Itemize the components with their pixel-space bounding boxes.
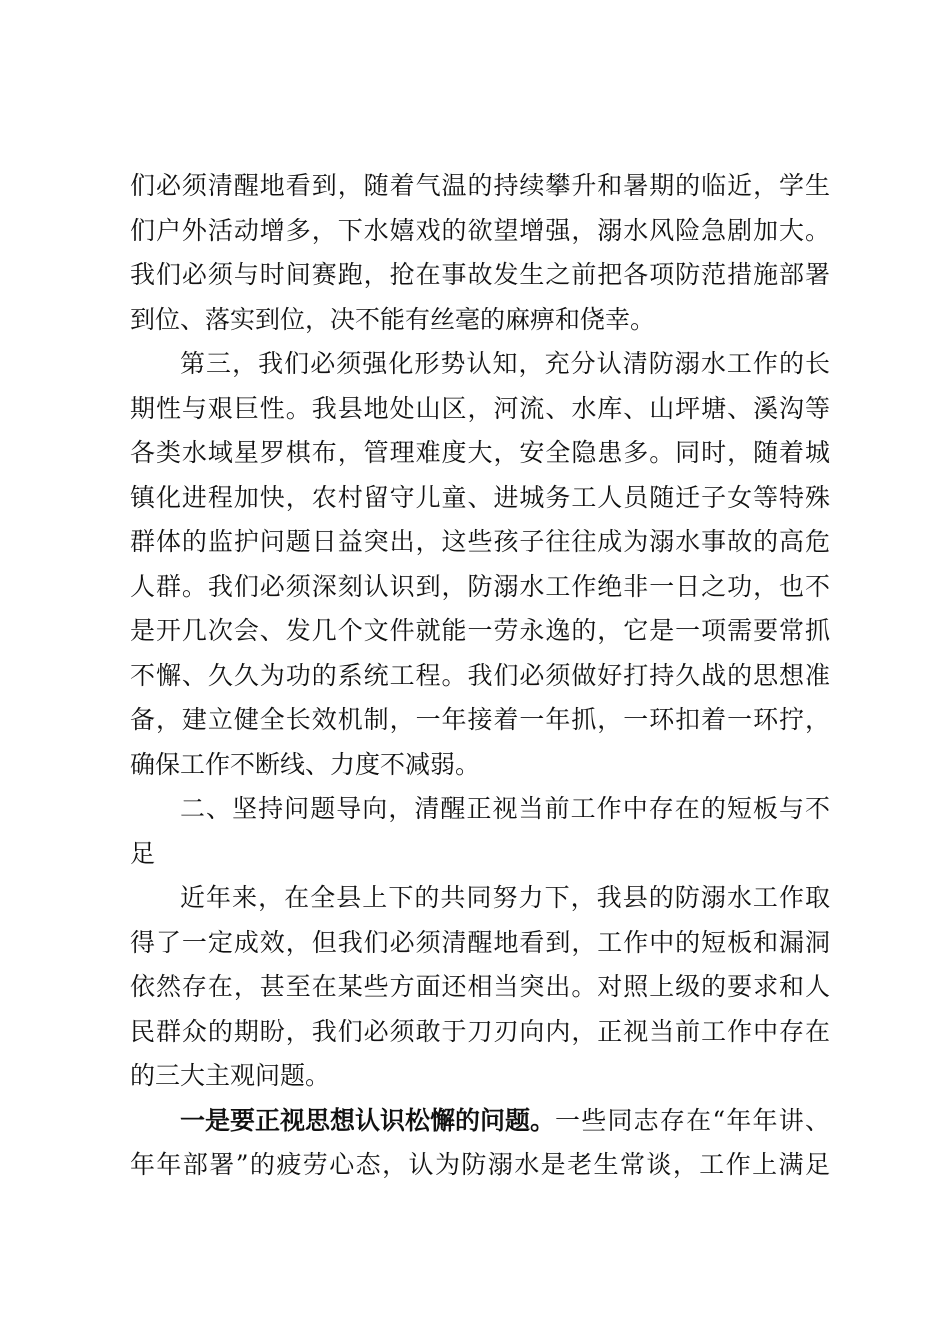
section-heading-line: 足 <box>130 838 156 868</box>
text-line: 们必须清醒地看到，随着气温的持续攀升和暑期的临近，学生 <box>130 171 830 200</box>
body-text <box>130 164 830 1188</box>
text-line: 确保工作不断线、力度不减弱。 <box>130 749 481 779</box>
text-line: 的三大主观问题。 <box>130 1061 331 1090</box>
text-span: 一些同志存在“年年讲、 <box>555 1105 830 1135</box>
text-line: 是开几次会、发几个文件就能一劳永逸的，它是一项需要常抓 <box>130 616 830 645</box>
bold-lead-text: 一是要正视思想认识松懈的问题。 <box>180 1105 556 1135</box>
paragraph-start-line: 近年来，在全县上下的共同努力下，我县的防溺水工作取 <box>180 883 830 912</box>
text-line: 们户外活动增多，下水嬉戏的欲望增强，溺水风险急剧加大。 <box>130 215 830 245</box>
text-line: 人群。我们必须深刻认识到，防溺水工作绝非一日之功，也不 <box>130 571 830 601</box>
text-line: 各类水域星罗棋布，管理难度大，安全隐患多。同时，随着城 <box>130 438 830 467</box>
paragraph-start-line: 第三，我们必须强化形势认知，充分认清防溺水工作的长 <box>180 349 830 378</box>
text-line: 得了一定成效，但我们必须清醒地看到，工作中的短板和漏洞 <box>130 927 830 957</box>
text-line: 期性与艰巨性。我县地处山区，河流、水库、山坪塘、溪沟等 <box>130 393 830 423</box>
section-heading-line: 二、坚持问题导向，清醒正视当前工作中存在的短板与不 <box>180 794 830 823</box>
text-line: 依然存在，甚至在某些方面还相当突出。对照上级的要求和人 <box>130 972 830 1001</box>
text-line: 备，建立健全长效机制，一年接着一年抓，一环扣着一环拧， <box>130 705 830 734</box>
text-line: 不懈、久久为功的系统工程。我们必须做好打持久战的思想准 <box>130 660 830 690</box>
paragraph-start-line <box>130 1099 830 1144</box>
text-line: 年年部署”的疲劳心态，认为防溺水是老生常谈，工作上满足 <box>130 1150 830 1179</box>
text-line: 镇化进程加快，农村留守儿童、进城务工人员随迁子女等特殊 <box>130 482 830 512</box>
text-line: 群体的监护问题日益突出，这些孩子往往成为溺水事故的高危 <box>130 527 830 556</box>
text-line: 我们必须与时间赛跑，抢在事故发生之前把各项防范措施部署 <box>130 260 830 289</box>
text-line: 到位、落实到位，决不能有丝毫的麻痹和侥幸。 <box>130 304 656 334</box>
text-line: 民群众的期盼，我们必须敢于刀刃向内，正视当前工作中存在 <box>130 1016 830 1046</box>
